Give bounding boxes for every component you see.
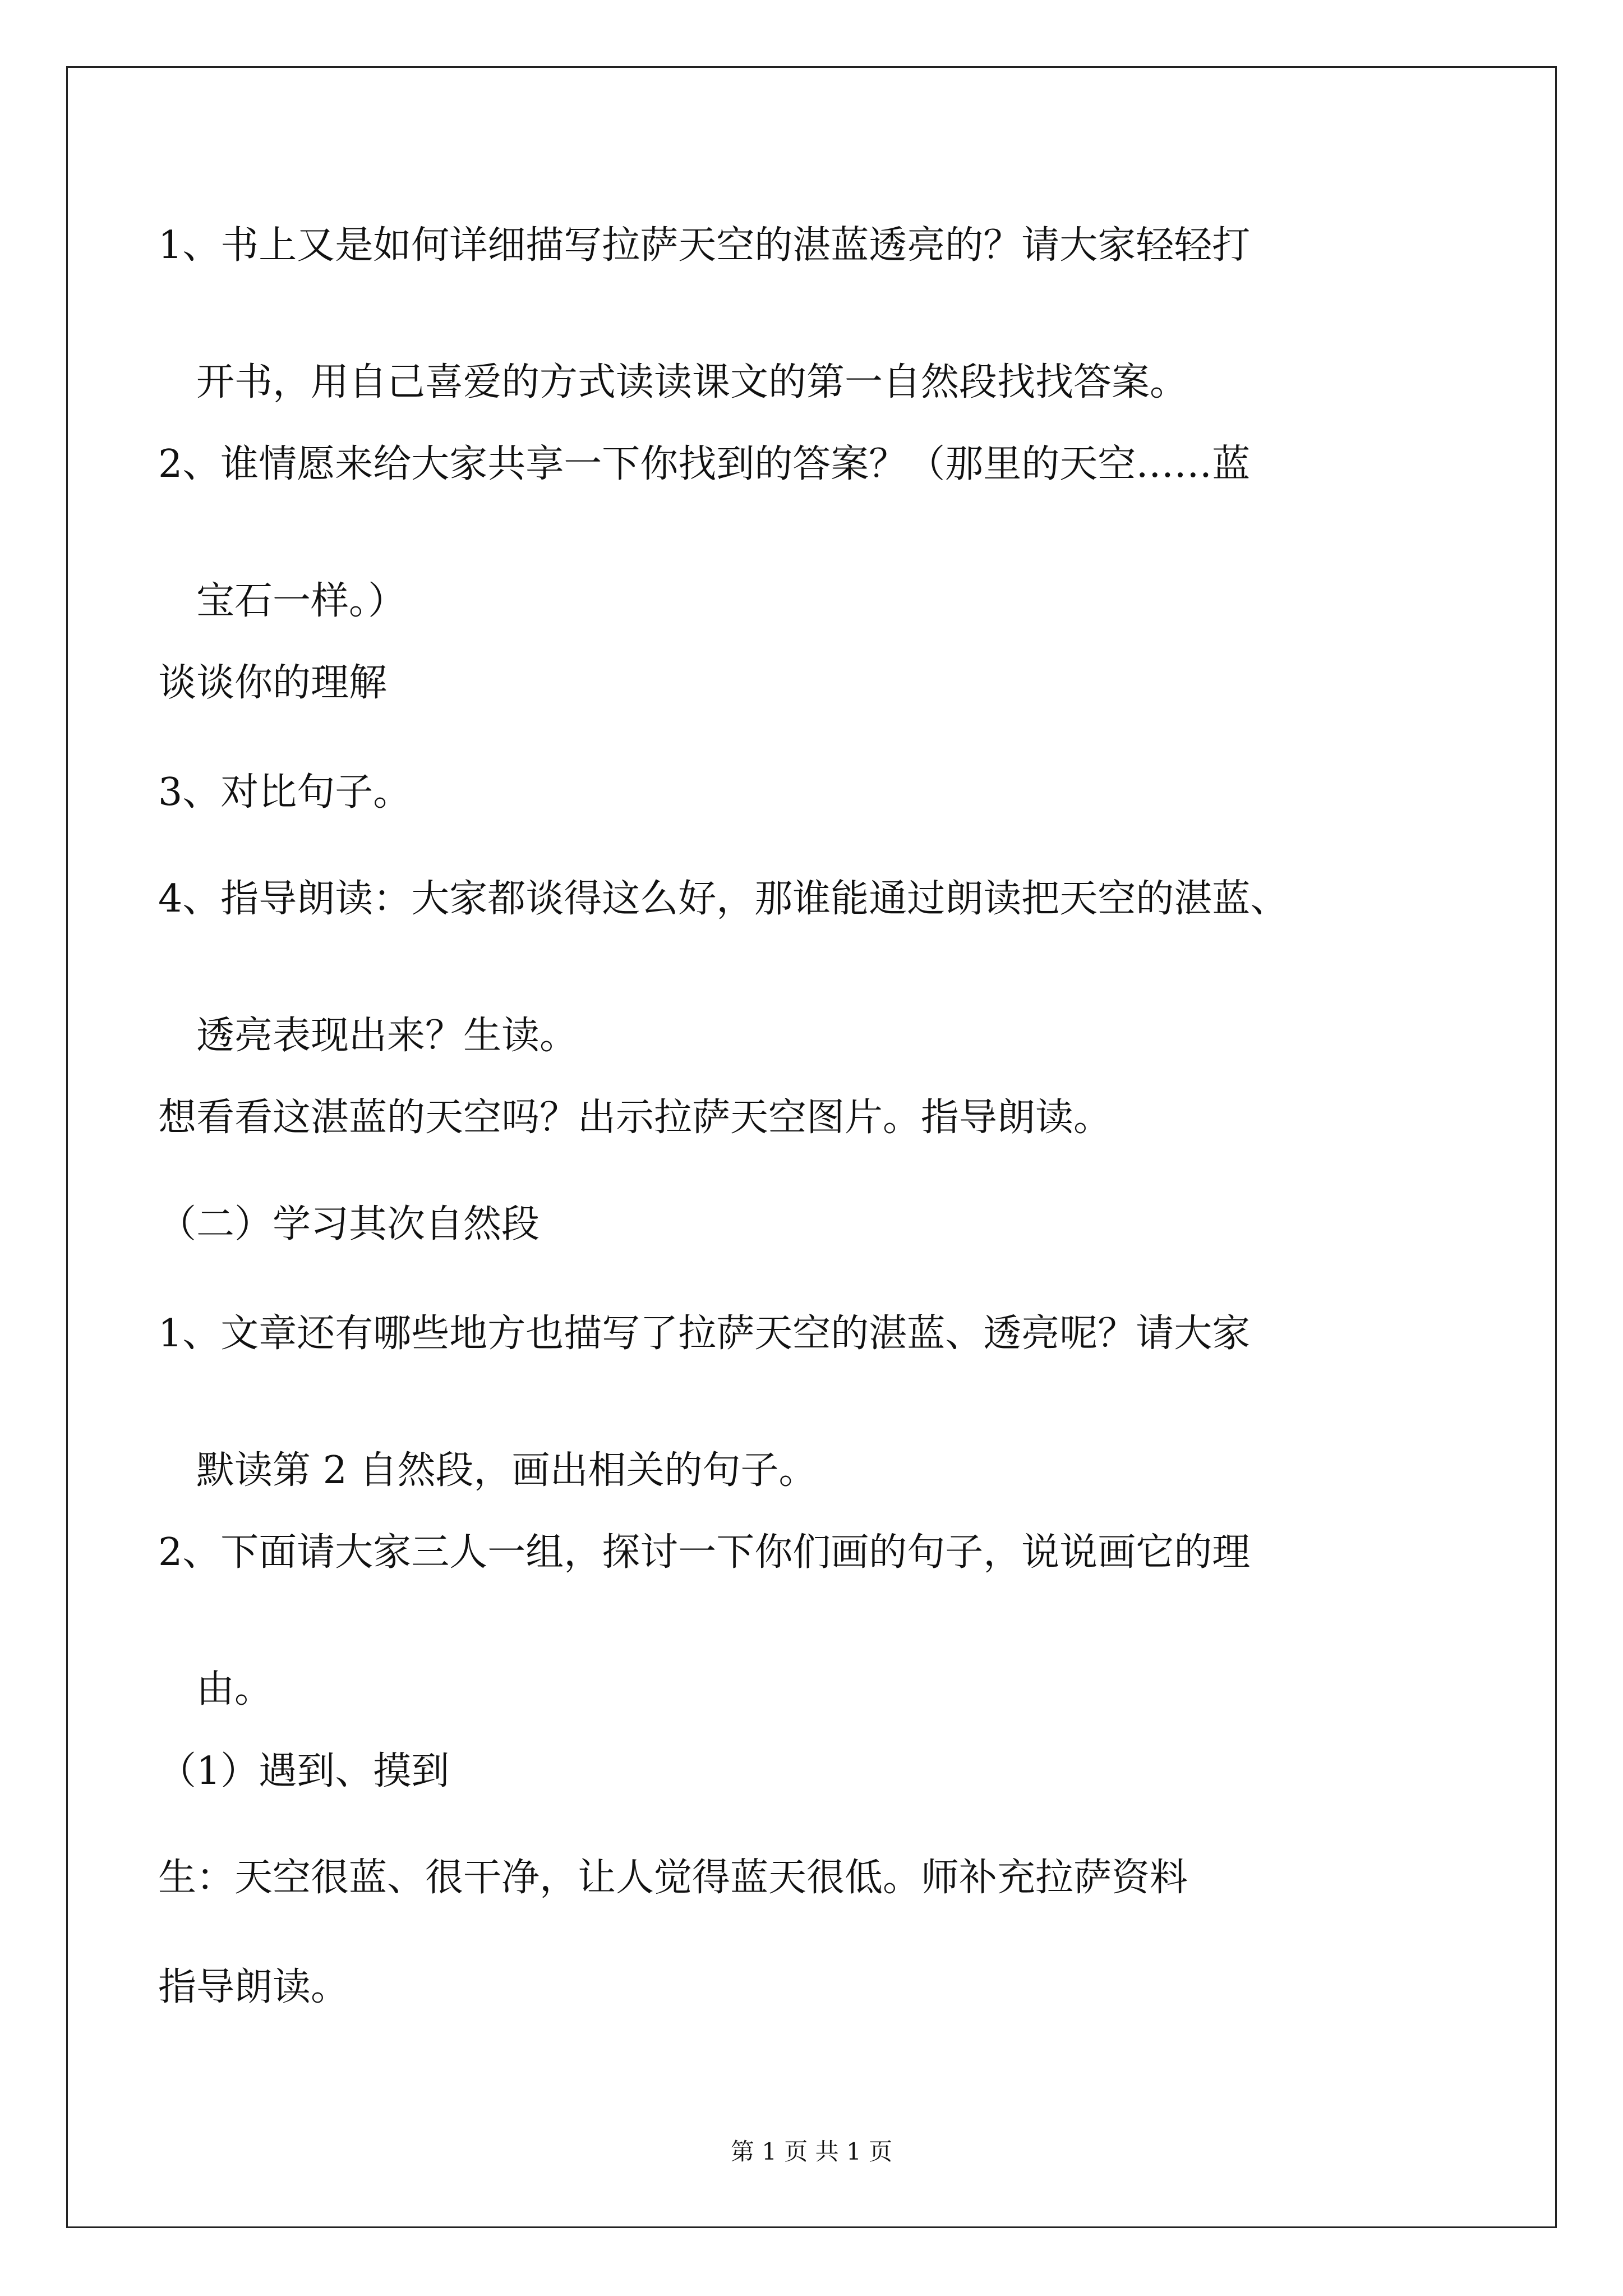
text-line: （1）遇到、摸到 <box>158 1749 450 1793</box>
text-line: 指导朗读。 <box>158 1965 349 2009</box>
text-line: 1、文章还有哪些地方也描写了拉萨天空的湛蓝、透亮呢？请大家 <box>158 1312 1251 1356</box>
text-line: 1、书上又是如何详细描写拉萨天空的湛蓝透亮的？请大家轻轻打 <box>158 223 1251 268</box>
text-line: 4、指导朗读：大家都谈得这么好，那谁能通过朗读把天空的湛蓝、 <box>158 877 1289 921</box>
text-line: 2、下面请大家三人一组，探讨一下你们画的句子，说说画它的理 <box>158 1530 1251 1575</box>
text-line: 透亮表现出来？生读。 <box>196 1014 578 1058</box>
text-line: 2、谁情愿来给大家共享一下你找到的答案？（那里的天空……蓝 <box>158 442 1251 486</box>
paragraph-3 <box>158 656 1431 710</box>
text-line: 由。 <box>196 1667 273 1711</box>
text-line: （二）学习其次自然段 <box>158 1202 540 1246</box>
text-line: 宝石一样。） <box>196 579 407 623</box>
paragraph-10 <box>158 1745 1431 1798</box>
paragraph-6 <box>158 1091 1431 1145</box>
text-line: 3、对比句子。 <box>158 770 412 815</box>
paragraph-12 <box>158 1961 1431 2014</box>
text-line: 默读第 2 自然段，画出相关的句子。 <box>196 1448 817 1493</box>
text-line: 谈谈你的理解 <box>158 661 388 705</box>
paragraph-7 <box>158 1198 1431 1251</box>
page-footer: 第 1 页 共 1 页 <box>730 2138 893 2165</box>
paragraph-8 <box>158 1307 1431 1498</box>
text-line: 生：天空很蓝、很干净，让人觉得蓝天很低。师补充拉萨资料 <box>158 1856 1188 1900</box>
paragraph-2 <box>158 438 1431 628</box>
paragraph-4 <box>158 766 1431 820</box>
paragraph-5 <box>158 872 1431 1063</box>
paragraph-9 <box>158 1526 1431 1717</box>
text-line: 想看看这湛蓝的天空吗？出示拉萨天空图片。指导朗读。 <box>158 1096 1112 1140</box>
paragraph-11 <box>158 1851 1431 1905</box>
paragraph-1 <box>158 219 1431 409</box>
text-line: 开书，用自己喜爱的方式读读课文的第一自然段找找答案。 <box>196 360 1188 404</box>
